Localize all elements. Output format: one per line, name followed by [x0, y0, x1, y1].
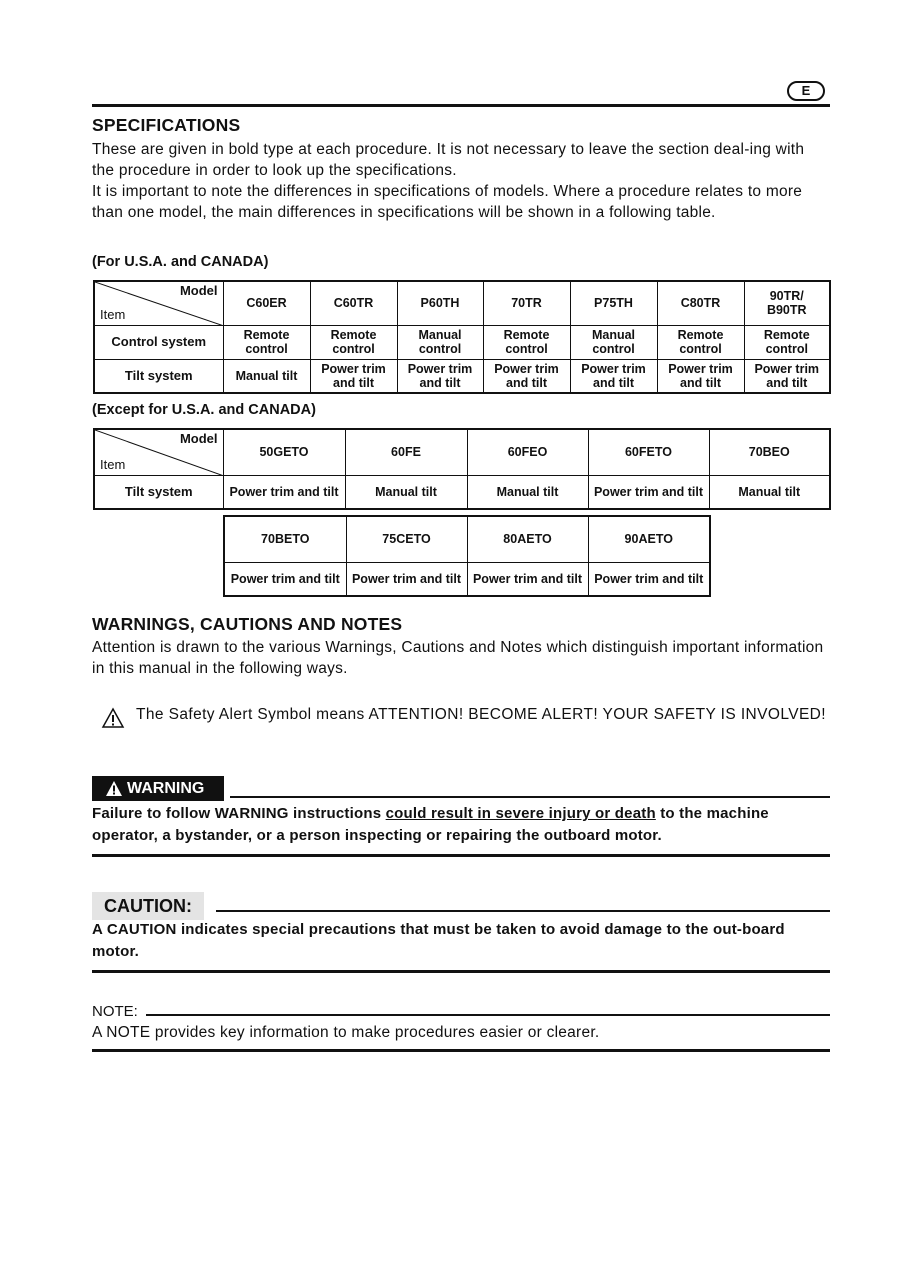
- table-cell: Power trim and tilt: [467, 562, 588, 596]
- table-cell: Remote control: [310, 325, 397, 359]
- usa-table-heading: (For U.S.A. and CANADA): [92, 254, 269, 270]
- caution-top-rule: [216, 910, 830, 912]
- note-text: A NOTE provides key information to make procedures easier or clearer.: [92, 1024, 600, 1041]
- warning-label: [92, 776, 224, 801]
- except-table-heading: (Except for U.S.A. and CANADA): [92, 402, 316, 418]
- header-rule: [92, 104, 830, 107]
- row-label-tilt-system: Tilt system: [94, 475, 223, 509]
- table-cell: Manual tilt: [223, 359, 310, 393]
- table-cell: Power trim and tilt: [744, 359, 830, 393]
- model-header-cell: 60FETO: [588, 429, 709, 475]
- warning-label-text: WARNING: [127, 780, 205, 797]
- table-corner-header: [94, 281, 223, 325]
- table-cell: Remote control: [744, 325, 830, 359]
- warnings-title: WARNINGS, CAUTIONS AND NOTES: [92, 614, 403, 634]
- model-header-cell: P60TH: [397, 281, 483, 325]
- note-label: NOTE:: [92, 1003, 138, 1020]
- table-cell: Manual control: [570, 325, 657, 359]
- corner-model-label: Model: [179, 283, 218, 298]
- model-header-cell: C80TR: [657, 281, 744, 325]
- table-cell: Remote control: [223, 325, 310, 359]
- model-header-cell: 70TR: [483, 281, 570, 325]
- model-header-cell: 90AETO: [588, 516, 710, 562]
- usa-spec-table: [93, 280, 831, 394]
- specs-paragraph-2: It is important to note the differences in specifications of models. Where a procedure relates to more than one model, the main differences in specifications will be shown in a following table.: [92, 183, 803, 221]
- warning-text: [92, 803, 830, 847]
- model-header-cell: P75TH: [570, 281, 657, 325]
- model-header-cell: 60FEO: [467, 429, 588, 475]
- specifications-title: SPECIFICATIONS: [92, 115, 241, 135]
- model-header-cell: 90TR/ B90TR: [744, 281, 830, 325]
- row-label-control-system: Control system: [94, 325, 223, 359]
- caution-text: A CAUTION indicates special precautions that must be taken to avoid damage to the out-board motor.: [92, 921, 785, 960]
- model-header-cell: C60TR: [310, 281, 397, 325]
- table-cell: Power trim and tilt: [588, 475, 709, 509]
- table-cell: Power trim and tilt: [346, 562, 467, 596]
- table-cell: Power trim and tilt: [570, 359, 657, 393]
- table-cell: Power trim and tilt: [657, 359, 744, 393]
- model-header-cell: 60FE: [345, 429, 467, 475]
- language-badge: E: [787, 81, 825, 101]
- safety-alert-text: The Safety Alert Symbol means ATTENTION! BECOME ALERT! YOUR SAFETY IS INVOLVED!: [136, 706, 826, 723]
- warnings-intro: Attention is drawn to the various Warnings, Cautions and Notes which distinguish important information in this manual in the following ways.: [92, 639, 824, 677]
- table-cell: Power trim and tilt: [224, 562, 346, 596]
- table-cell: Manual tilt: [467, 475, 588, 509]
- except-spec-table-1: [93, 428, 831, 510]
- model-header-cell: 70BETO: [224, 516, 346, 562]
- warning-top-rule: [230, 796, 830, 798]
- safety-alert-triangle-icon: [101, 707, 125, 729]
- model-header-cell: 70BEO: [709, 429, 830, 475]
- corner-model-label: Model: [179, 431, 218, 446]
- specs-paragraph-1: These are given in bold type at each procedure. It is not necessary to leave the section deal-ing with the procedure in order to look up the specifications.: [92, 141, 805, 179]
- model-header-cell: 80AETO: [467, 516, 588, 562]
- warning-text-start: Failure to follow WARNING instructions: [92, 805, 386, 822]
- note-top-rule: [146, 1014, 830, 1016]
- table-cell: Remote control: [483, 325, 570, 359]
- table-cell: Manual control: [397, 325, 483, 359]
- model-header-cell: 50GETO: [223, 429, 345, 475]
- model-header-cell: C60ER: [223, 281, 310, 325]
- warning-text-end: to the machine operator, a bystander, or a person inspecting or repairing the outboard motor.: [92, 805, 769, 844]
- table-cell: Manual tilt: [709, 475, 830, 509]
- table-cell: Power trim and tilt: [310, 359, 397, 393]
- row-label-tilt-system: Tilt system: [94, 359, 223, 393]
- model-header-cell: 75CETO: [346, 516, 467, 562]
- table-cell: Power trim and tilt: [483, 359, 570, 393]
- table-corner-header: [94, 429, 223, 475]
- note-bottom-rule: [92, 1049, 830, 1052]
- warning-triangle-icon: [106, 781, 122, 796]
- table-cell: Remote control: [657, 325, 744, 359]
- table-cell: Power trim and tilt: [588, 562, 710, 596]
- caution-bottom-rule: [92, 970, 830, 973]
- warning-text-underlined: could result in severe injury or death: [385, 805, 656, 822]
- warning-bottom-rule: [92, 854, 830, 857]
- caution-label: CAUTION:: [92, 892, 204, 920]
- corner-item-label: Item: [100, 456, 126, 472]
- table-cell: Power trim and tilt: [397, 359, 483, 393]
- corner-item-label: Item: [100, 306, 126, 322]
- table-cell: Manual tilt: [345, 475, 467, 509]
- table-cell: Power trim and tilt: [223, 475, 345, 509]
- except-spec-table-2: [223, 515, 711, 597]
